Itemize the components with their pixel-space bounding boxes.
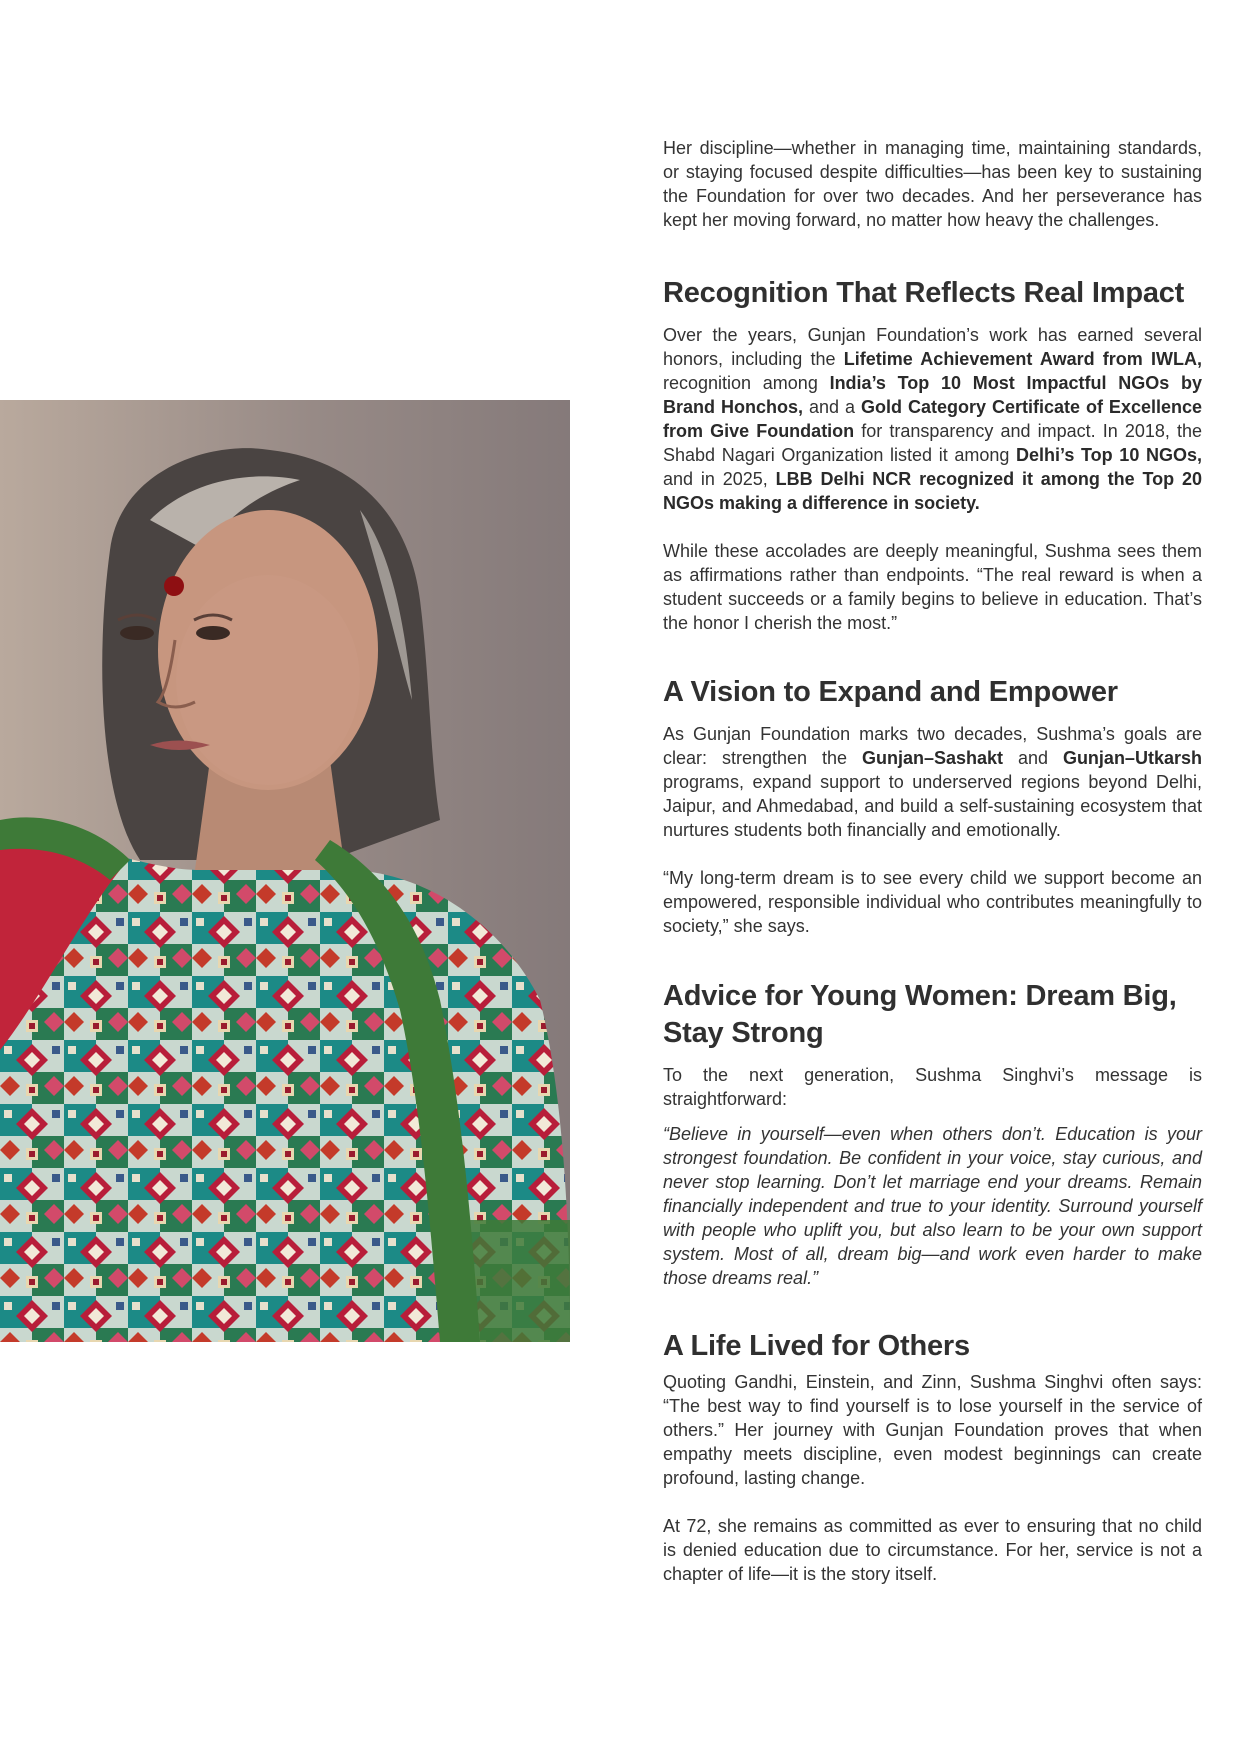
vision-heading: A Vision to Expand and Empower (663, 676, 1118, 708)
life-paragraph: Quoting Gandhi, Einstein, and Zinn, Sushma Singhvi often says: “The best way to find yourself is to lose yourself in the service of others.” Her journey with Gunjan Foundation proves that when empathy meets discipline, even modest beginnings can create profound, lasting change. (663, 1372, 1202, 1488)
dream-quote-paragraph: “My long-term dream is to see every child we support become an empowered, responsible individual who contributes meaningfully to society,” she says. (663, 868, 1202, 936)
closing-paragraph: At 72, she remains as committed as ever to ensuring that no child is denied education due to circumstance. For her, service is not a chapter of life—it is the story itself. (663, 1516, 1202, 1584)
recognition-heading: Recognition That Reflects Real Impact (663, 277, 1185, 309)
portrait-photo (0, 400, 570, 1342)
advice-intro-paragraph: To the next generation, Sushma Singhvi’s message is straightforward: (663, 1065, 1202, 1109)
article-column (663, 136, 1202, 1586)
accolades-paragraph: While these accolades are deeply meaningful, Sushma sees them as affirmations rather than endpoints. “The real reward is when a student succeeds or a family begins to believe in education. That’s the honor I cherish the most.” (663, 541, 1202, 633)
recognition-paragraph: Over the years, Gunjan Foundation’s work has earned several honors, including the Lifetime Achievement Award from IWLA, recognition among India’s Top 10 Most Impactful NGOs by Brand Honchos, and a Gold Category Certificate of Excellence from Give Foundation for transparency and impact. In 2018, the Shabd Nagari Organization listed it among Delhi’s Top 10 NGOs, and in 2025, LBB Delhi NCR recognized it among the Top 20 NGOs making a difference in society. (663, 325, 1203, 513)
intro-paragraph: Her discipline—whether in managing time, maintaining standards, or staying focused despite difficulties—has been key to sustaining the Foundation for over two decades. And her perseverance has kept her moving forward, no matter how heavy the challenges. (663, 138, 1202, 230)
life-heading: A Life Lived for Others (663, 1330, 970, 1362)
portrait-illustration (0, 400, 570, 1342)
vision-paragraph: As Gunjan Foundation marks two decades, Sushma’s goals are clear: strengthen the Gunjan–Sashakt and Gunjan–Utkarsh programs, expand support to underserved regions beyond Delhi, Jaipur, and Ahmedabad, and build a self-sustaining ecosystem that nurtures students both financially and emotionally. (663, 724, 1202, 840)
advice-quote: “Believe in yourself—even when others don’t. Education is your strongest foundation. Be confident in your voice, stay curious, and never stop learning. Don’t let marriage end your dreams. Remain financially independent and true to your identity. Surround yourself with people who uplift you, but also learn to be your own support system. Most of all, dream big—and work even harder to make those dreams real.” (663, 1124, 1202, 1288)
advice-heading: Advice for Young Women: Dream Big, Stay Strong (663, 980, 1177, 1049)
